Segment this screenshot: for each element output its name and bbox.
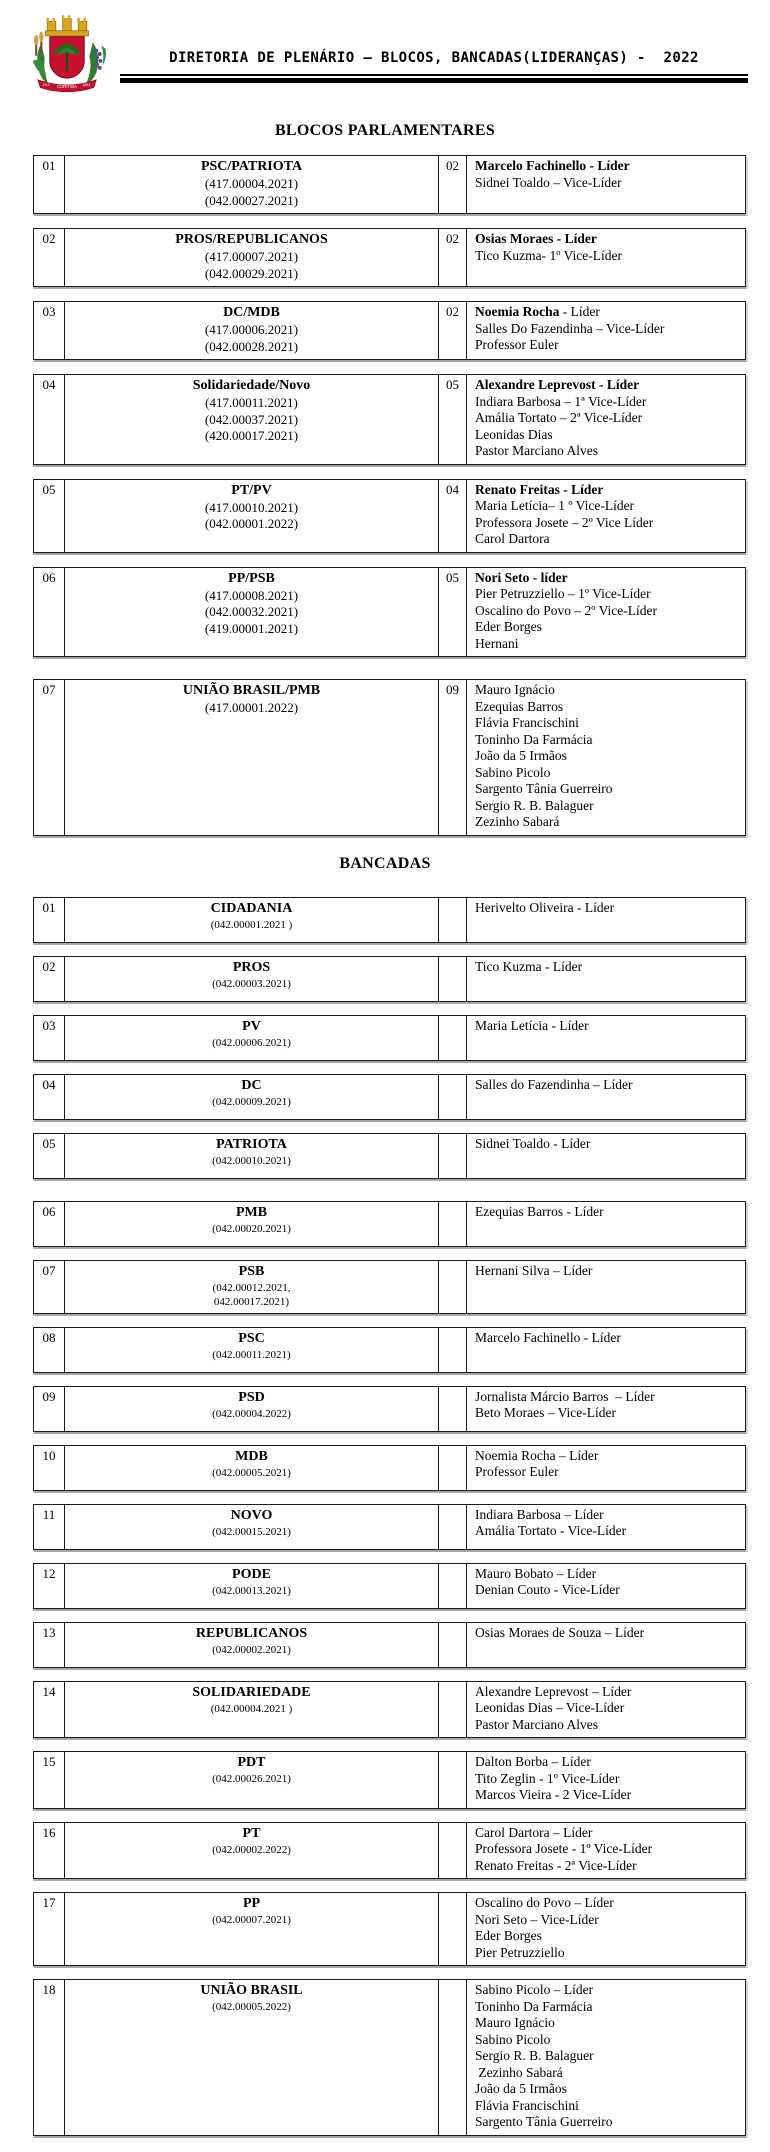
member-count: 09 (438, 680, 467, 835)
process-number: (042.00028.2021) (204, 338, 299, 354)
process-number: (042.00032.2021) (204, 604, 299, 619)
process-numbers (69, 918, 434, 932)
party-name: DC (241, 1077, 262, 1093)
row-number: 10 (34, 1446, 65, 1490)
leader-line: Nori Seto - líder (475, 569, 568, 585)
leader-line: Indiara Barbosa – 1ª Vice-Líder (475, 393, 647, 409)
leader-line: Jornalista Márcio Barros – Líder (475, 1388, 655, 1404)
party-cell (65, 680, 438, 835)
process-number: (042.00011.2021) (212, 1348, 291, 1361)
party-cell (65, 302, 438, 359)
leader-line: Carol Dartora (475, 531, 550, 546)
party-cell (65, 1893, 438, 1965)
logo-banner-center: CURITIBA (56, 83, 78, 89)
leader-line: Oscalino do Povo – 2º Vice-Líder (475, 602, 657, 618)
leader-line: Sabino Picolo – Líder (475, 1982, 594, 1997)
process-numbers (69, 1702, 434, 1716)
table-row (33, 1751, 746, 1809)
crown-icon (46, 15, 89, 36)
party-cell (65, 1682, 438, 1738)
member-count (438, 1980, 467, 2135)
party-cell (65, 1075, 438, 1119)
process-number: (042.00005.2022) (212, 2001, 291, 2013)
row-number: 08 (34, 1328, 65, 1372)
leader-line: João da 5 Irmãos (475, 2081, 567, 2096)
member-count: 04 (438, 480, 467, 552)
leader-line: Osias Moraes - Líder (475, 231, 597, 246)
party-cell (65, 1328, 438, 1372)
leader-line: Marcos Vieira - 2 Vice-Líder (475, 1787, 632, 1802)
leaders-cell (467, 1328, 745, 1372)
leader-line: Noemia Rocha – Líder (475, 1447, 599, 1463)
document-header (0, 0, 770, 100)
leader-line: Professor Euler (475, 337, 559, 352)
party-cell (65, 480, 438, 552)
table-row (33, 1504, 746, 1550)
leader-line: Marcelo Fachinello - Líder (475, 158, 630, 173)
leader-line: Toninho Da Farmácia (475, 1998, 593, 2014)
leader-line: Amália Tortato - Vice-Líder (475, 1523, 627, 1538)
party-cell (65, 1446, 438, 1490)
process-number: (042.00005.2021) (212, 1466, 291, 1479)
leader-line: Alexandre Leprevost – Líder (475, 1683, 632, 1699)
party-cell (65, 229, 438, 286)
table-row (33, 374, 746, 465)
table-row (33, 1681, 746, 1739)
leader-line: Sergio R. B. Balaguer (475, 797, 594, 813)
process-numbers (69, 1154, 434, 1168)
row-number: 01 (34, 156, 65, 213)
leader-line: Tico Kuzma - Líder (475, 958, 583, 974)
left-branch-icon (33, 32, 48, 84)
member-count: 02 (438, 156, 467, 213)
member-count (438, 1202, 467, 1246)
leader-line: Sidnei Toaldo – Vice-Líder (475, 174, 622, 190)
leader-line: Amália Tortato – 2ª Vice-Líder (475, 410, 643, 425)
row-number: 17 (34, 1893, 65, 1965)
process-number: (042.00029.2021) (204, 265, 299, 281)
blocos-table (33, 155, 746, 836)
leaders-cell (467, 1505, 745, 1549)
row-number: 04 (34, 375, 65, 464)
row-number: 02 (34, 957, 65, 1001)
party-cell (65, 568, 438, 657)
party-cell (65, 1016, 438, 1060)
process-number: (042.00027.2021) (204, 192, 299, 208)
process-numbers (69, 1222, 434, 1236)
leaders-cell (467, 898, 745, 942)
member-count (438, 1016, 467, 1060)
member-count (438, 1623, 467, 1667)
leader-line: Professor Euler (475, 1464, 559, 1479)
row-number: 09 (34, 1387, 65, 1431)
process-numbers (69, 176, 434, 209)
table-row (33, 1445, 746, 1491)
party-name: Solidariedade/Novo (192, 378, 311, 393)
process-numbers (69, 977, 434, 991)
party-name: CIDADANIA (210, 900, 293, 916)
process-number: (419.00001.2021) (204, 620, 299, 636)
row-number: 18 (34, 1980, 65, 2135)
party-name: DC/MDB (223, 305, 280, 320)
party-name: PROS/REPUBLICANOS (175, 232, 328, 247)
row-number: 02 (34, 229, 65, 286)
row-number: 11 (34, 1505, 65, 1549)
leader-line: Denian Couto - Vice-Líder (475, 1582, 620, 1597)
process-number: (042.00002.2022) (212, 1843, 291, 1856)
process-numbers (69, 1584, 434, 1598)
leaders-cell (467, 1387, 745, 1431)
section-title-bancadas: BANCADAS (339, 854, 431, 872)
leader-line: Oscalino do Povo – Líder (475, 1895, 614, 1910)
leader-line: Indiara Barbosa – Líder (475, 1506, 604, 1522)
leader-line: Mauro Ignácio (475, 2015, 555, 2030)
header-rule (120, 74, 748, 83)
process-numbers (69, 1643, 434, 1657)
leader-line: Carol Dartora – Líder (475, 1824, 593, 1840)
leader-line: Ezequias Barros - Líder (475, 1203, 604, 1219)
party-cell (65, 898, 438, 942)
party-name: PODE (232, 1566, 271, 1582)
process-number: (042.00004.2022) (212, 1407, 291, 1420)
process-numbers (69, 2000, 434, 2014)
table-row (33, 679, 746, 836)
row-number: 03 (34, 1016, 65, 1060)
process-numbers (69, 1772, 434, 1786)
member-count (438, 1893, 467, 1965)
leader-line: Flávia Francischini (475, 715, 579, 730)
leader-line: Dalton Borba – Líder (475, 1754, 591, 1769)
row-number: 06 (34, 1202, 65, 1246)
leaders-cell (467, 229, 745, 286)
leader-line: Pier Petruzziello (475, 1944, 565, 1960)
table-row (33, 956, 746, 1002)
party-cell (65, 1752, 438, 1808)
process-numbers (69, 1466, 434, 1480)
bancadas-table (33, 897, 746, 2136)
table-row (33, 567, 746, 658)
leaders-cell (467, 1202, 745, 1246)
leader-line: Sabino Picolo (475, 764, 551, 780)
leaders-cell (467, 480, 745, 552)
leaders-cell (467, 375, 745, 464)
page-title: DIRETORIA DE PLENÁRIO — BLOCOS, BANCADAS(LIDERANÇAS) - 2022 (169, 50, 699, 66)
process-number: (042.00006.2021) (212, 1036, 291, 1049)
party-name: UNIÃO BRASIL (200, 1983, 303, 1998)
leaders-cell (467, 1016, 745, 1060)
process-numbers (69, 1095, 434, 1109)
logo-banner-right: 1693 (82, 82, 91, 87)
leaders-cell (467, 1980, 745, 2135)
leaders-cell (467, 568, 745, 657)
leaders-cell (467, 1682, 745, 1738)
party-cell (65, 1134, 438, 1178)
party-name: NOVO (230, 1507, 273, 1523)
leader-line: Professora Josete - 1º Vice-Líder (475, 1841, 653, 1856)
leader-line: Tico Kuzma- 1º Vice-Líder (475, 247, 622, 263)
leader-line: Osias Moraes de Souza – Líder (475, 1624, 645, 1640)
table-row (33, 479, 746, 553)
section-title-blocos-parlamentares: BLOCOS PARLAMENTARES (274, 122, 496, 139)
member-count (438, 1564, 467, 1608)
leaders-cell (467, 1446, 745, 1490)
process-number: (042.00015.2021) (212, 1525, 291, 1538)
shield-icon (50, 37, 84, 78)
member-count: 02 (438, 229, 467, 286)
process-numbers (69, 500, 434, 533)
table-row (33, 1979, 746, 2136)
leader-line: Leonidas Dias – Vice-Líder (475, 1700, 625, 1715)
leader-line: Pastor Marciano Alves (475, 443, 598, 458)
row-number: 05 (34, 1134, 65, 1178)
leader-line: Marcelo Fachinello - Líder (475, 1329, 621, 1345)
table-row (33, 1327, 746, 1373)
process-numbers (69, 1281, 434, 1309)
process-number: (042.00010.2021) (212, 1154, 291, 1167)
table-row (33, 1892, 746, 1966)
process-numbers (69, 588, 434, 638)
member-count (438, 1682, 467, 1738)
party-name: PSC/PATRIOTA (200, 159, 303, 174)
process-number: 042.00017.2021) (213, 1295, 290, 1308)
process-numbers (69, 1525, 434, 1539)
member-count (438, 957, 467, 1001)
table-row (33, 301, 746, 360)
process-number: (042.00001.2021 ) (210, 918, 293, 931)
member-count (438, 1075, 467, 1119)
row-number: 15 (34, 1752, 65, 1808)
leader-line: Sidnei Toaldo - Líder (475, 1135, 591, 1151)
party-cell (65, 1823, 438, 1879)
process-number: (042.00004.2021 ) (210, 1702, 293, 1715)
row-number: 07 (34, 680, 65, 835)
party-name: PMB (235, 1204, 268, 1220)
row-number: 14 (34, 1682, 65, 1738)
leaders-cell (467, 1564, 745, 1608)
party-cell (65, 375, 438, 464)
leader-line: Zezinho Sabará (475, 814, 560, 829)
leader-line: Sargento Tânia Guerreiro (475, 2114, 613, 2129)
leader-line: Beto Moraes – Vice-Líder (475, 1405, 617, 1420)
process-number: (042.00003.2021) (212, 977, 291, 990)
row-number: 04 (34, 1075, 65, 1119)
leader-line: Nori Seto – Vice-Líder (475, 1911, 599, 1927)
member-count (438, 1261, 467, 1313)
process-numbers (69, 1036, 434, 1050)
leader-line: João da 5 Irmãos (475, 748, 567, 763)
right-branch-icon (86, 42, 106, 84)
party-cell (65, 1505, 438, 1549)
table-row (33, 1260, 746, 1314)
leader-line: Salles do Fazendinha – Líder (475, 1076, 633, 1092)
process-number: (417.00011.2021) (205, 395, 298, 410)
table-row (33, 1563, 746, 1609)
member-count (438, 1328, 467, 1372)
party-cell (65, 957, 438, 1001)
party-name: MDB (235, 1448, 268, 1464)
member-count (438, 1505, 467, 1549)
party-name: PSC (238, 1330, 265, 1346)
party-cell (65, 1980, 438, 2135)
process-numbers (69, 1843, 434, 1857)
leaders-cell (467, 1893, 745, 1965)
member-count (438, 1823, 467, 1879)
party-name: PATRIOTA (216, 1136, 287, 1152)
leaders-cell (467, 1752, 745, 1808)
process-numbers (69, 249, 434, 282)
party-cell (65, 1564, 438, 1608)
party-cell (65, 156, 438, 213)
party-name: PSB (238, 1263, 265, 1279)
table-row (33, 1822, 746, 1880)
party-cell (65, 1202, 438, 1246)
process-numbers (69, 1913, 434, 1927)
leaders-cell (467, 957, 745, 1001)
party-name: PV (242, 1018, 261, 1034)
leader-line: Herivelto Oliveira - Líder (475, 899, 615, 915)
party-cell (65, 1261, 438, 1313)
member-count (438, 1134, 467, 1178)
leader-line: Maria Letícia– 1 º Vice-Líder (475, 498, 635, 513)
leader-line: Eder Borges (475, 1928, 542, 1943)
process-numbers (69, 322, 434, 355)
process-number: (417.00010.2021) (204, 499, 299, 515)
leader-line: Renato Freitas - 2ª Vice-Líder (475, 1857, 637, 1873)
process-number: (042.00002.2021) (212, 1643, 291, 1656)
process-number: (417.00007.2021) (204, 249, 299, 264)
party-name: PT (242, 1825, 261, 1841)
header-rule-thin (120, 74, 748, 76)
leader-line: Professora Josete – 2º Vice Líder (475, 514, 654, 530)
row-number: 12 (34, 1564, 65, 1608)
leaders-cell (467, 1623, 745, 1667)
table-row (33, 1622, 746, 1668)
table-row (33, 1386, 746, 1432)
process-number: (417.00001.2022) (204, 700, 299, 715)
leader-line: Renato Freitas - Líder (475, 481, 604, 497)
process-number: (042.00001.2022) (204, 516, 299, 531)
process-number: (417.00006.2021) (204, 322, 299, 337)
table-row (33, 155, 746, 214)
leaders-cell (467, 1261, 745, 1313)
leader-line: Noemia Rocha - Líder (475, 304, 600, 319)
party-name: REPUBLICANOS (195, 1625, 308, 1641)
leaders-cell (467, 680, 745, 835)
leader-line: Pastor Marciano Alves (475, 1716, 598, 1732)
party-name: PP (242, 1896, 261, 1911)
row-number: 01 (34, 898, 65, 942)
party-name: PROS (232, 959, 271, 975)
leader-line: Leonidas Dias (475, 426, 553, 442)
leader-line: Toninho Da Farmácia (475, 731, 593, 747)
member-count (438, 1387, 467, 1431)
process-number: (417.00008.2021) (204, 587, 299, 603)
table-row (33, 228, 746, 287)
process-number: (042.00020.2021) (212, 1222, 291, 1235)
row-number: 06 (34, 568, 65, 657)
table-row (33, 897, 746, 943)
process-number: (042.00007.2021) (212, 1914, 291, 1926)
row-number: 05 (34, 480, 65, 552)
leader-line: Hernani Silva – Líder (475, 1262, 593, 1278)
header-rule-thick (120, 78, 748, 83)
party-cell (65, 1387, 438, 1431)
leader-line: Sargento Tânia Guerreiro (475, 781, 613, 796)
table-row (33, 1133, 746, 1179)
member-count (438, 1752, 467, 1808)
leader-line: Sabino Picolo (475, 2031, 551, 2047)
process-numbers (69, 1407, 434, 1421)
leader-line: Ezequias Barros (475, 698, 564, 714)
party-name: PSD (238, 1389, 265, 1405)
curitiba-coat-of-arms-logo (24, 10, 110, 98)
member-count (438, 898, 467, 942)
process-numbers (69, 1348, 434, 1362)
leader-line: Tito Zeglin - 1º Vice-Líder (475, 1770, 620, 1786)
row-number: 16 (34, 1823, 65, 1879)
logo-banner-left: 29-3 (42, 82, 50, 87)
process-number: (042.00013.2021) (212, 1584, 291, 1597)
member-count: 05 (438, 568, 467, 657)
member-count: 02 (438, 302, 467, 359)
process-number: (042.00009.2021) (212, 1095, 291, 1108)
row-number: 13 (34, 1623, 65, 1667)
process-number: (042.00012.2021, (212, 1281, 291, 1294)
leaders-cell (467, 156, 745, 213)
leaders-cell (467, 1823, 745, 1879)
process-number: (417.00004.2021) (204, 176, 299, 191)
table-row (33, 1074, 746, 1120)
leader-line: Alexandre Leprevost - Líder (475, 377, 640, 392)
party-name: PP/PSB (228, 570, 275, 586)
leader-line: Mauro Bobato – Líder (475, 1565, 597, 1581)
party-name: UNIÃO BRASIL/PMB (182, 683, 321, 698)
process-number: (042.00026.2021) (212, 1773, 291, 1785)
leader-line: Mauro Ignácio (475, 682, 555, 697)
process-number: (420.00017.2021) (204, 428, 299, 443)
leader-line: Eder Borges (475, 619, 542, 634)
process-number: (042.00037.2021) (204, 411, 299, 427)
process-numbers (69, 395, 434, 445)
leader-line: Pier Petruzziello – 1º Vice-Líder (475, 586, 651, 601)
row-number: 03 (34, 302, 65, 359)
member-count (438, 1446, 467, 1490)
row-number: 07 (34, 1261, 65, 1313)
leader-line: Salles Do Fazendinha – Vice-Líder (475, 320, 665, 336)
party-cell (65, 1623, 438, 1667)
leaders-cell (467, 1075, 745, 1119)
party-name: SOLIDARIEDADE (192, 1684, 311, 1700)
leader-line: Flávia Francischini (475, 2097, 579, 2113)
member-count: 05 (438, 375, 467, 464)
leaders-cell (467, 302, 745, 359)
table-row (33, 1201, 746, 1247)
leader-line: Zezinho Sabará (475, 2064, 563, 2080)
leader-line: Hernani (475, 635, 519, 651)
leader-line: Sergio R. B. Balaguer (475, 2048, 594, 2063)
party-name: PDT (237, 1755, 266, 1770)
leader-line: Maria Letícia - Líder (475, 1017, 589, 1033)
process-numbers (69, 700, 434, 717)
leaders-cell (467, 1134, 745, 1178)
party-name: PT/PV (231, 482, 272, 498)
table-row (33, 1015, 746, 1061)
